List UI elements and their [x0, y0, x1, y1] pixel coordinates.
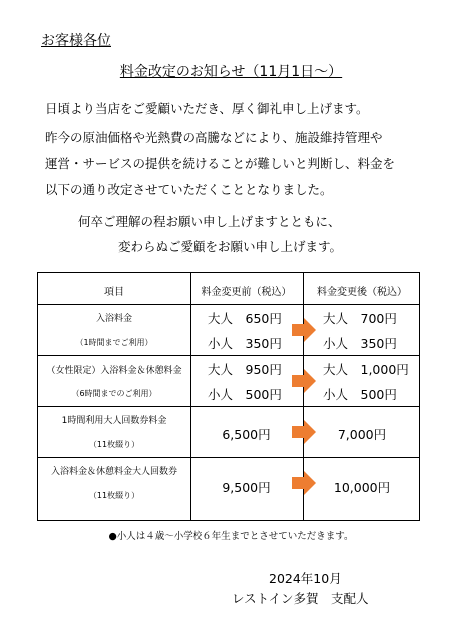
price-table: [37, 272, 420, 521]
right-arrow-icon: [292, 369, 316, 393]
row-divider: [38, 457, 419, 458]
price-after: 小人 350円: [323, 336, 397, 351]
row-item-name: 1時間利用大人回数券料金: [61, 416, 167, 426]
price-after: 小人 500円: [323, 387, 397, 402]
header-after: 料金変更後（税込）: [317, 287, 407, 298]
paragraph-line: 日頃より当店をご愛顧いただき、厚く御礼申し上げます。: [45, 101, 369, 116]
right-arrow-icon: [292, 471, 316, 495]
header-item: 項目: [104, 287, 124, 298]
paragraph-line: 何卒ご理解の程お願い申し上げますとともに、: [78, 214, 341, 229]
paragraph-line: 昨今の原油価格や光熱費の高騰などにより、施設維持管理や: [45, 130, 383, 145]
price-before: 9,500円: [222, 480, 271, 495]
price-after: 大人 700円: [323, 311, 397, 326]
price-before: 6,500円: [222, 427, 271, 442]
price-after: 7,000円: [337, 427, 387, 442]
row-divider: [38, 406, 419, 407]
row-item-name: （女性限定）入浴料金＆休憩料金: [46, 366, 182, 376]
header-before: 料金変更前（税込）: [201, 287, 292, 298]
signature: レストイン多賀 支配人: [232, 591, 369, 606]
salutation: お客様各位: [41, 33, 111, 49]
row-item-note: （11枚綴り）: [88, 491, 140, 500]
price-before: 小人 350円: [208, 336, 282, 351]
price-before: 大人 950円: [208, 362, 282, 377]
price-before: 小人 500円: [208, 387, 282, 402]
row-item-note: （6時間までのご利用）: [71, 389, 157, 398]
row-divider: [38, 355, 419, 356]
page-title: [0, 61, 462, 81]
note: ●小人は４歳～小学校６年生までとさせていただきます。: [108, 531, 354, 542]
paragraph-line: 変わらぬご愛顧をお願い申し上げます。: [118, 239, 343, 254]
row-item-note: （1時間までご利用）: [75, 338, 153, 347]
paragraph-line: 以下の通り改定させていただくこととなりました。: [45, 182, 333, 197]
price-before: 大人 650円: [208, 311, 282, 326]
right-arrow-icon: [292, 318, 316, 342]
page-title-text: 料金改定のお知らせ（11月1日～）: [119, 64, 343, 80]
right-arrow-icon: [292, 420, 316, 444]
row-item-name: 入浴料金: [95, 314, 132, 324]
paragraph-line: 運営・サービスの提供を続けることが難しいと判断し、料金を: [45, 156, 396, 171]
row-divider: [38, 304, 419, 305]
row-item-name: 入浴料金＆休憩料金大人回数券: [50, 467, 177, 477]
row-item-note: （11枚綴り）: [88, 440, 140, 449]
price-after: 10,000円: [333, 480, 391, 495]
price-after: 大人 1,000円: [323, 362, 409, 377]
date: 2024年10月: [269, 571, 342, 586]
